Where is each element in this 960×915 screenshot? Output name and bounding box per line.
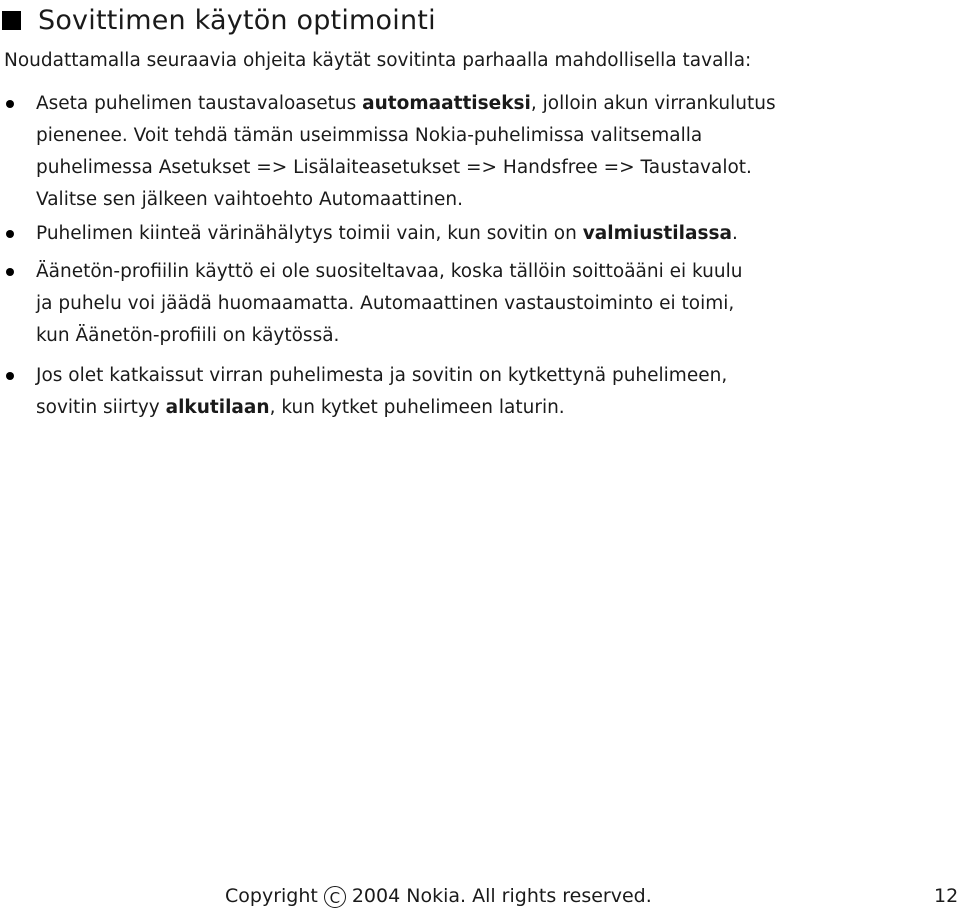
text-run: sovitin siirtyy	[36, 397, 166, 418]
copyright-icon: C	[324, 886, 346, 908]
bold-term: automaattiseksi	[362, 93, 531, 114]
list-item-line: Äänetön-profiilin käyttö ei ole suositeltavaa, koska tällöin soittoääni ei kuulu	[36, 261, 743, 282]
bullet-dot-icon	[6, 372, 14, 380]
bold-term: alkutilaan	[165, 397, 270, 418]
list-item	[0, 360, 955, 424]
list-item-line: Valitse sen jälkeen vaihtoehto Automaattinen.	[36, 189, 463, 210]
heading-square-marker	[2, 11, 21, 30]
list-item	[0, 218, 955, 250]
bullet-list	[0, 88, 955, 432]
list-item-line: kun Äänetön-profiili on käytössä.	[36, 325, 340, 346]
section-heading	[2, 0, 436, 40]
list-item	[0, 88, 955, 216]
text-run: , jolloin akun virrankulutus	[530, 93, 776, 114]
list-item-line	[36, 392, 955, 424]
list-item	[0, 256, 955, 352]
bullet-dot-icon	[6, 230, 14, 238]
bullet-dot-icon	[6, 268, 14, 276]
copyright-text: 2004 Nokia. All rights reserved.	[351, 885, 652, 907]
copyright-footer	[225, 880, 652, 912]
list-item-line: puhelimessa Asetukset => Lisälaiteasetukset => Handsfree => Taustavalot.	[36, 157, 752, 178]
list-item-line	[36, 218, 955, 250]
list-item-line: ja puhelu voi jäädä huomaamatta. Automaattinen vastaustoiminto ei toimi,	[36, 293, 735, 314]
bullet-dot-icon	[6, 100, 14, 108]
bold-term: valmiustilassa	[582, 223, 732, 244]
list-item-line: pienenee. Voit tehdä tämän useimmissa Nokia-puhelimissa valitsemalla	[36, 125, 703, 146]
intro-paragraph: Noudattamalla seuraavia ohjeita käytät sovitinta parhaalla mahdollisella tavalla:	[4, 50, 752, 71]
page-number: 12	[934, 885, 959, 907]
text-run: .	[731, 223, 738, 244]
heading-title: Sovittimen käytön optimointi	[38, 4, 436, 36]
text-run: Aseta puhelimen taustavaloasetus	[36, 93, 363, 114]
text-run: , kun kytket puhelimeen laturin.	[269, 397, 565, 418]
text-run: Puhelimen kiinteä värinähälytys toimii vain, kun sovitin on	[36, 223, 583, 244]
copyright-word: Copyright	[225, 885, 318, 907]
list-item-line: Jos olet katkaissut virran puhelimesta ja sovitin on kytkettynä puhelimeen,	[36, 365, 728, 386]
list-item-line	[36, 88, 955, 120]
